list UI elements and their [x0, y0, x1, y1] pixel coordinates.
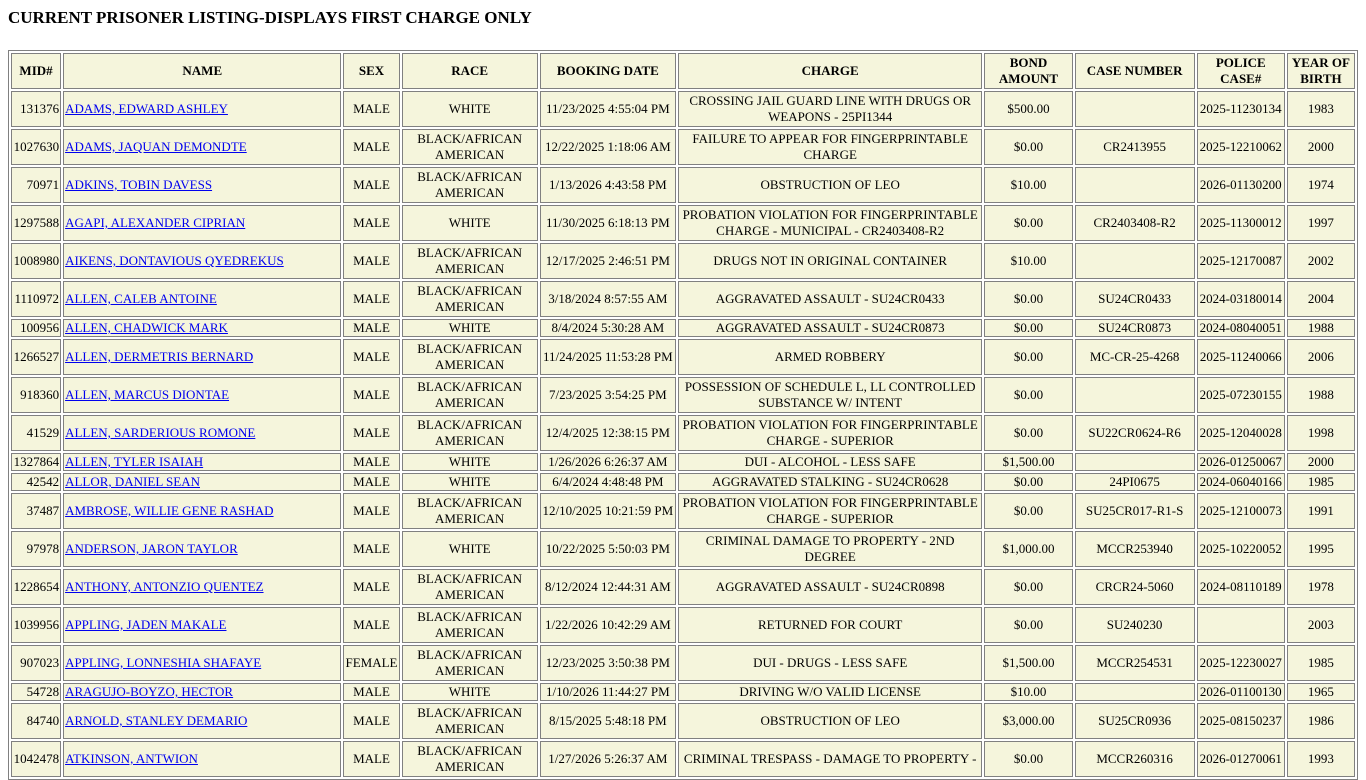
cell-police-case: 2024-08040051 — [1197, 319, 1285, 337]
cell-bond-amount: $3,000.00 — [984, 703, 1072, 739]
table-row — [11, 453, 1355, 471]
cell-police-case: 2025-07230155 — [1197, 377, 1285, 413]
cell-mid: 1110972 — [11, 281, 61, 317]
cell-bond-amount: $1,500.00 — [984, 645, 1072, 681]
cell-sex: FEMALE — [343, 645, 399, 681]
cell-name — [63, 453, 341, 471]
cell-year-of-birth: 1983 — [1287, 91, 1355, 127]
cell-booking-date: 6/4/2024 4:48:48 PM — [540, 473, 676, 491]
cell-year-of-birth: 1997 — [1287, 205, 1355, 241]
cell-police-case: 2026-01100130 — [1197, 683, 1285, 701]
prisoner-name-link[interactable]: ARNOLD, STANLEY DEMARIO — [65, 713, 248, 728]
cell-mid: 84740 — [11, 703, 61, 739]
cell-mid: 1297588 — [11, 205, 61, 241]
cell-mid: 41529 — [11, 415, 61, 451]
cell-year-of-birth: 1985 — [1287, 645, 1355, 681]
prisoner-name-link[interactable]: ALLEN, CHADWICK MARK — [65, 320, 228, 335]
col-header-name: NAME — [63, 53, 341, 89]
cell-name — [63, 645, 341, 681]
cell-bond-amount: $0.00 — [984, 493, 1072, 529]
cell-bond-amount: $10.00 — [984, 167, 1072, 203]
cell-bond-amount: $0.00 — [984, 607, 1072, 643]
table-row — [11, 493, 1355, 529]
cell-year-of-birth: 1965 — [1287, 683, 1355, 701]
cell-sex: MALE — [343, 205, 399, 241]
cell-police-case: 2025-12230027 — [1197, 645, 1285, 681]
cell-case-number: SU22CR0624-R6 — [1075, 415, 1195, 451]
cell-race: BLACK/AFRICAN AMERICAN — [402, 607, 538, 643]
cell-bond-amount: $0.00 — [984, 281, 1072, 317]
cell-mid: 42542 — [11, 473, 61, 491]
cell-charge: AGGRAVATED ASSAULT - SU24CR0898 — [678, 569, 982, 605]
cell-mid: 70971 — [11, 167, 61, 203]
cell-year-of-birth: 2002 — [1287, 243, 1355, 279]
cell-case-number: MCCR253940 — [1075, 531, 1195, 567]
table-row — [11, 205, 1355, 241]
table-row — [11, 473, 1355, 491]
table-row — [11, 607, 1355, 643]
prisoner-name-link[interactable]: ALLEN, DERMETRIS BERNARD — [65, 349, 254, 364]
table-row — [11, 569, 1355, 605]
col-header-year-of-birth: YEAR OF BIRTH — [1287, 53, 1355, 89]
cell-charge: DUI - DRUGS - LESS SAFE — [678, 645, 982, 681]
cell-race: BLACK/AFRICAN AMERICAN — [402, 493, 538, 529]
prisoner-name-link[interactable]: ALLEN, TYLER ISAIAH — [65, 454, 204, 469]
cell-charge: PROBATION VIOLATION FOR FINGERPRINTABLE CHARGE - SUPERIOR — [678, 415, 982, 451]
prisoner-table-container — [8, 50, 1358, 780]
cell-case-number: SU24CR0873 — [1075, 319, 1195, 337]
cell-sex: MALE — [343, 607, 399, 643]
cell-name — [63, 569, 341, 605]
cell-race: BLACK/AFRICAN AMERICAN — [402, 569, 538, 605]
table-row — [11, 741, 1355, 777]
prisoner-name-link[interactable]: ADAMS, EDWARD ASHLEY — [65, 101, 228, 116]
cell-charge: AGGRAVATED ASSAULT - SU24CR0433 — [678, 281, 982, 317]
col-header-charge: CHARGE — [678, 53, 982, 89]
cell-race: BLACK/AFRICAN AMERICAN — [402, 167, 538, 203]
cell-booking-date: 7/23/2025 3:54:25 PM — [540, 377, 676, 413]
cell-booking-date: 12/17/2025 2:46:51 PM — [540, 243, 676, 279]
cell-bond-amount: $1,500.00 — [984, 453, 1072, 471]
cell-case-number — [1075, 167, 1195, 203]
prisoner-name-link[interactable]: ADAMS, JAQUAN DEMONDTE — [65, 139, 247, 154]
cell-bond-amount: $0.00 — [984, 473, 1072, 491]
table-row — [11, 167, 1355, 203]
cell-race: WHITE — [402, 319, 538, 337]
cell-race: BLACK/AFRICAN AMERICAN — [402, 415, 538, 451]
table-row — [11, 129, 1355, 165]
cell-charge: PROBATION VIOLATION FOR FINGERPRINTABLE CHARGE - MUNICIPAL - CR2403408-R2 — [678, 205, 982, 241]
col-header-case-number: CASE NUMBER — [1075, 53, 1195, 89]
cell-booking-date: 8/15/2025 5:48:18 PM — [540, 703, 676, 739]
cell-charge: ARMED ROBBERY — [678, 339, 982, 375]
cell-police-case: 2025-12040028 — [1197, 415, 1285, 451]
cell-charge: PROBATION VIOLATION FOR FINGERPRINTABLE CHARGE - SUPERIOR — [678, 493, 982, 529]
cell-charge: OBSTRUCTION OF LEO — [678, 703, 982, 739]
cell-mid: 97978 — [11, 531, 61, 567]
cell-sex: MALE — [343, 453, 399, 471]
table-row — [11, 645, 1355, 681]
cell-name — [63, 91, 341, 127]
cell-year-of-birth: 1986 — [1287, 703, 1355, 739]
table-row — [11, 683, 1355, 701]
cell-police-case: 2025-12170087 — [1197, 243, 1285, 279]
cell-year-of-birth: 2004 — [1287, 281, 1355, 317]
cell-year-of-birth: 2006 — [1287, 339, 1355, 375]
cell-race: BLACK/AFRICAN AMERICAN — [402, 243, 538, 279]
cell-booking-date: 11/24/2025 11:53:28 PM — [540, 339, 676, 375]
cell-police-case: 2026-01250067 — [1197, 453, 1285, 471]
col-header-bond-amount: BOND AMOUNT — [984, 53, 1072, 89]
cell-charge: RETURNED FOR COURT — [678, 607, 982, 643]
cell-race: BLACK/AFRICAN AMERICAN — [402, 339, 538, 375]
cell-police-case: 2025-11300012 — [1197, 205, 1285, 241]
cell-name — [63, 473, 341, 491]
cell-sex: MALE — [343, 377, 399, 413]
cell-bond-amount: $0.00 — [984, 319, 1072, 337]
cell-name — [63, 319, 341, 337]
cell-bond-amount: $500.00 — [984, 91, 1072, 127]
prisoner-name-link[interactable]: ARAGUJO-BOYZO, HECTOR — [65, 684, 234, 699]
table-row — [11, 703, 1355, 739]
cell-sex: MALE — [343, 493, 399, 529]
cell-race: BLACK/AFRICAN AMERICAN — [402, 703, 538, 739]
cell-mid: 907023 — [11, 645, 61, 681]
cell-year-of-birth: 1993 — [1287, 741, 1355, 777]
cell-police-case: 2024-03180014 — [1197, 281, 1285, 317]
cell-name — [63, 205, 341, 241]
cell-race: BLACK/AFRICAN AMERICAN — [402, 645, 538, 681]
table-row — [11, 281, 1355, 317]
cell-name — [63, 531, 341, 567]
cell-name — [63, 129, 341, 165]
cell-charge: OBSTRUCTION OF LEO — [678, 167, 982, 203]
cell-case-number: 24PI0675 — [1075, 473, 1195, 491]
prisoner-name-link[interactable]: ALLEN, MARCUS DIONTAE — [65, 387, 230, 402]
cell-case-number: CRCR24-5060 — [1075, 569, 1195, 605]
cell-sex: MALE — [343, 703, 399, 739]
table-row — [11, 531, 1355, 567]
cell-name — [63, 415, 341, 451]
cell-case-number: MC-CR-25-4268 — [1075, 339, 1195, 375]
prisoner-name-link[interactable]: ATKINSON, ANTWION — [65, 751, 198, 766]
cell-charge: POSSESSION OF SCHEDULE L, LL CONTROLLED SUBSTANCE W/ INTENT — [678, 377, 982, 413]
cell-case-number: CR2413955 — [1075, 129, 1195, 165]
table-row — [11, 339, 1355, 375]
cell-bond-amount: $0.00 — [984, 741, 1072, 777]
cell-race: WHITE — [402, 473, 538, 491]
cell-case-number: SU24CR0433 — [1075, 281, 1195, 317]
cell-police-case: 2025-12210062 — [1197, 129, 1285, 165]
cell-sex: MALE — [343, 243, 399, 279]
cell-name — [63, 167, 341, 203]
cell-bond-amount: $0.00 — [984, 569, 1072, 605]
cell-charge: AGGRAVATED ASSAULT - SU24CR0873 — [678, 319, 982, 337]
cell-sex: MALE — [343, 91, 399, 127]
cell-booking-date: 11/30/2025 6:18:13 PM — [540, 205, 676, 241]
cell-mid: 1008980 — [11, 243, 61, 279]
cell-year-of-birth: 1988 — [1287, 319, 1355, 337]
cell-year-of-birth: 1991 — [1287, 493, 1355, 529]
cell-police-case: 2026-01130200 — [1197, 167, 1285, 203]
cell-mid: 1042478 — [11, 741, 61, 777]
cell-name — [63, 683, 341, 701]
cell-case-number — [1075, 243, 1195, 279]
cell-bond-amount: $10.00 — [984, 243, 1072, 279]
cell-booking-date: 12/4/2025 12:38:15 PM — [540, 415, 676, 451]
cell-case-number: SU240230 — [1075, 607, 1195, 643]
cell-case-number — [1075, 377, 1195, 413]
cell-police-case: 2025-11240066 — [1197, 339, 1285, 375]
prisoner-name-link[interactable]: ALLEN, SARDERIOUS ROMONE — [65, 425, 256, 440]
cell-police-case — [1197, 607, 1285, 643]
cell-bond-amount: $0.00 — [984, 339, 1072, 375]
cell-name — [63, 703, 341, 739]
cell-year-of-birth: 2000 — [1287, 129, 1355, 165]
cell-race: BLACK/AFRICAN AMERICAN — [402, 741, 538, 777]
prisoner-name-link[interactable]: ALLOR, DANIEL SEAN — [65, 474, 200, 489]
cell-race: WHITE — [402, 683, 538, 701]
prisoner-name-link[interactable]: APPLING, LONNESHIA SHAFAYE — [65, 655, 262, 670]
cell-year-of-birth: 1995 — [1287, 531, 1355, 567]
cell-charge: FAILURE TO APPEAR FOR FINGERPRINTABLE CHARGE — [678, 129, 982, 165]
cell-booking-date: 1/27/2026 5:26:37 AM — [540, 741, 676, 777]
table-row — [11, 91, 1355, 127]
cell-bond-amount: $10.00 — [984, 683, 1072, 701]
cell-race: BLACK/AFRICAN AMERICAN — [402, 281, 538, 317]
cell-sex: MALE — [343, 569, 399, 605]
header-row — [11, 53, 1355, 89]
prisoner-name-link[interactable]: ALLEN, CALEB ANTOINE — [65, 291, 217, 306]
cell-booking-date: 12/22/2025 1:18:06 AM — [540, 129, 676, 165]
cell-race: WHITE — [402, 205, 538, 241]
cell-booking-date: 1/26/2026 6:26:37 AM — [540, 453, 676, 471]
cell-year-of-birth: 1974 — [1287, 167, 1355, 203]
prisoner-name-link[interactable]: AMBROSE, WILLIE GENE RASHAD — [65, 503, 274, 518]
cell-police-case: 2024-08110189 — [1197, 569, 1285, 605]
cell-case-number: MCCR254531 — [1075, 645, 1195, 681]
prisoner-table — [8, 50, 1358, 780]
col-header-mid: MID# — [11, 53, 61, 89]
cell-case-number — [1075, 683, 1195, 701]
col-header-police-case: POLICE CASE# — [1197, 53, 1285, 89]
cell-booking-date: 12/23/2025 3:50:38 PM — [540, 645, 676, 681]
cell-year-of-birth: 1998 — [1287, 415, 1355, 451]
cell-charge: DRUGS NOT IN ORIGINAL CONTAINER — [678, 243, 982, 279]
cell-mid: 131376 — [11, 91, 61, 127]
cell-case-number: SU25CR017-R1-S — [1075, 493, 1195, 529]
cell-police-case: 2025-12100073 — [1197, 493, 1285, 529]
table-row — [11, 243, 1355, 279]
cell-bond-amount: $0.00 — [984, 129, 1072, 165]
cell-sex: MALE — [343, 473, 399, 491]
prisoner-name-link[interactable]: ANDERSON, JARON TAYLOR — [65, 541, 238, 556]
cell-charge: AGGRAVATED STALKING - SU24CR0628 — [678, 473, 982, 491]
table-row — [11, 319, 1355, 337]
cell-charge: DUI - ALCOHOL - LESS SAFE — [678, 453, 982, 471]
prisoner-name-link[interactable]: ADKINS, TOBIN DAVESS — [65, 177, 213, 192]
cell-race: WHITE — [402, 91, 538, 127]
table-row — [11, 377, 1355, 413]
cell-bond-amount: $1,000.00 — [984, 531, 1072, 567]
cell-year-of-birth: 1985 — [1287, 473, 1355, 491]
cell-year-of-birth: 1988 — [1287, 377, 1355, 413]
cell-mid: 1039956 — [11, 607, 61, 643]
cell-name — [63, 281, 341, 317]
cell-police-case: 2024-06040166 — [1197, 473, 1285, 491]
cell-name — [63, 493, 341, 529]
prisoner-name-link[interactable]: APPLING, JADEN MAKALE — [65, 617, 227, 632]
cell-mid: 54728 — [11, 683, 61, 701]
cell-police-case: 2026-01270061 — [1197, 741, 1285, 777]
cell-police-case: 2025-11230134 — [1197, 91, 1285, 127]
cell-bond-amount: $0.00 — [984, 377, 1072, 413]
col-header-booking-date: BOOKING DATE — [540, 53, 676, 89]
cell-booking-date: 8/12/2024 12:44:31 AM — [540, 569, 676, 605]
cell-name — [63, 377, 341, 413]
cell-sex: MALE — [343, 741, 399, 777]
cell-mid: 1266527 — [11, 339, 61, 375]
cell-sex: MALE — [343, 531, 399, 567]
cell-booking-date: 1/10/2026 11:44:27 PM — [540, 683, 676, 701]
cell-mid: 100956 — [11, 319, 61, 337]
cell-bond-amount: $0.00 — [984, 415, 1072, 451]
cell-year-of-birth: 2000 — [1287, 453, 1355, 471]
cell-police-case: 2025-08150237 — [1197, 703, 1285, 739]
cell-name — [63, 741, 341, 777]
cell-booking-date: 12/10/2025 10:21:59 PM — [540, 493, 676, 529]
cell-sex: MALE — [343, 129, 399, 165]
cell-race: BLACK/AFRICAN AMERICAN — [402, 129, 538, 165]
cell-sex: MALE — [343, 415, 399, 451]
cell-charge: CROSSING JAIL GUARD LINE WITH DRUGS OR WEAPONS - 25PI1344 — [678, 91, 982, 127]
cell-sex: MALE — [343, 319, 399, 337]
cell-name — [63, 243, 341, 279]
cell-booking-date: 11/23/2025 4:55:04 PM — [540, 91, 676, 127]
cell-booking-date: 8/4/2024 5:30:28 AM — [540, 319, 676, 337]
prisoner-name-link[interactable]: AIKENS, DONTAVIOUS QYEDREKUS — [65, 253, 284, 268]
col-header-sex: SEX — [343, 53, 399, 89]
prisoner-name-link[interactable]: ANTHONY, ANTONZIO QUENTEZ — [65, 579, 264, 594]
page-title: CURRENT PRISONER LISTING-DISPLAYS FIRST CHARGE ONLY — [8, 8, 532, 27]
cell-mid: 918360 — [11, 377, 61, 413]
cell-case-number — [1075, 453, 1195, 471]
cell-case-number: CR2403408-R2 — [1075, 205, 1195, 241]
table-row — [11, 415, 1355, 451]
cell-charge: DRIVING W/O VALID LICENSE — [678, 683, 982, 701]
cell-year-of-birth: 2003 — [1287, 607, 1355, 643]
cell-charge: CRIMINAL DAMAGE TO PROPERTY - 2ND DEGREE — [678, 531, 982, 567]
cell-mid: 37487 — [11, 493, 61, 529]
cell-charge: CRIMINAL TRESPASS - DAMAGE TO PROPERTY - — [678, 741, 982, 777]
cell-race: WHITE — [402, 453, 538, 471]
prisoner-name-link[interactable]: AGAPI, ALEXANDER CIPRIAN — [65, 215, 246, 230]
cell-case-number: SU25CR0936 — [1075, 703, 1195, 739]
cell-bond-amount: $0.00 — [984, 205, 1072, 241]
cell-sex: MALE — [343, 167, 399, 203]
cell-booking-date: 3/18/2024 8:57:55 AM — [540, 281, 676, 317]
cell-booking-date: 10/22/2025 5:50:03 PM — [540, 531, 676, 567]
cell-mid: 1228654 — [11, 569, 61, 605]
cell-booking-date: 1/22/2026 10:42:29 AM — [540, 607, 676, 643]
cell-police-case: 2025-10220052 — [1197, 531, 1285, 567]
cell-mid: 1027630 — [11, 129, 61, 165]
cell-booking-date: 1/13/2026 4:43:58 PM — [540, 167, 676, 203]
cell-name — [63, 607, 341, 643]
cell-race: WHITE — [402, 531, 538, 567]
cell-name — [63, 339, 341, 375]
cell-year-of-birth: 1978 — [1287, 569, 1355, 605]
cell-sex: MALE — [343, 683, 399, 701]
col-header-race: RACE — [402, 53, 538, 89]
cell-sex: MALE — [343, 281, 399, 317]
cell-sex: MALE — [343, 339, 399, 375]
cell-mid: 1327864 — [11, 453, 61, 471]
cell-race: BLACK/AFRICAN AMERICAN — [402, 377, 538, 413]
cell-case-number — [1075, 91, 1195, 127]
cell-case-number: MCCR260316 — [1075, 741, 1195, 777]
